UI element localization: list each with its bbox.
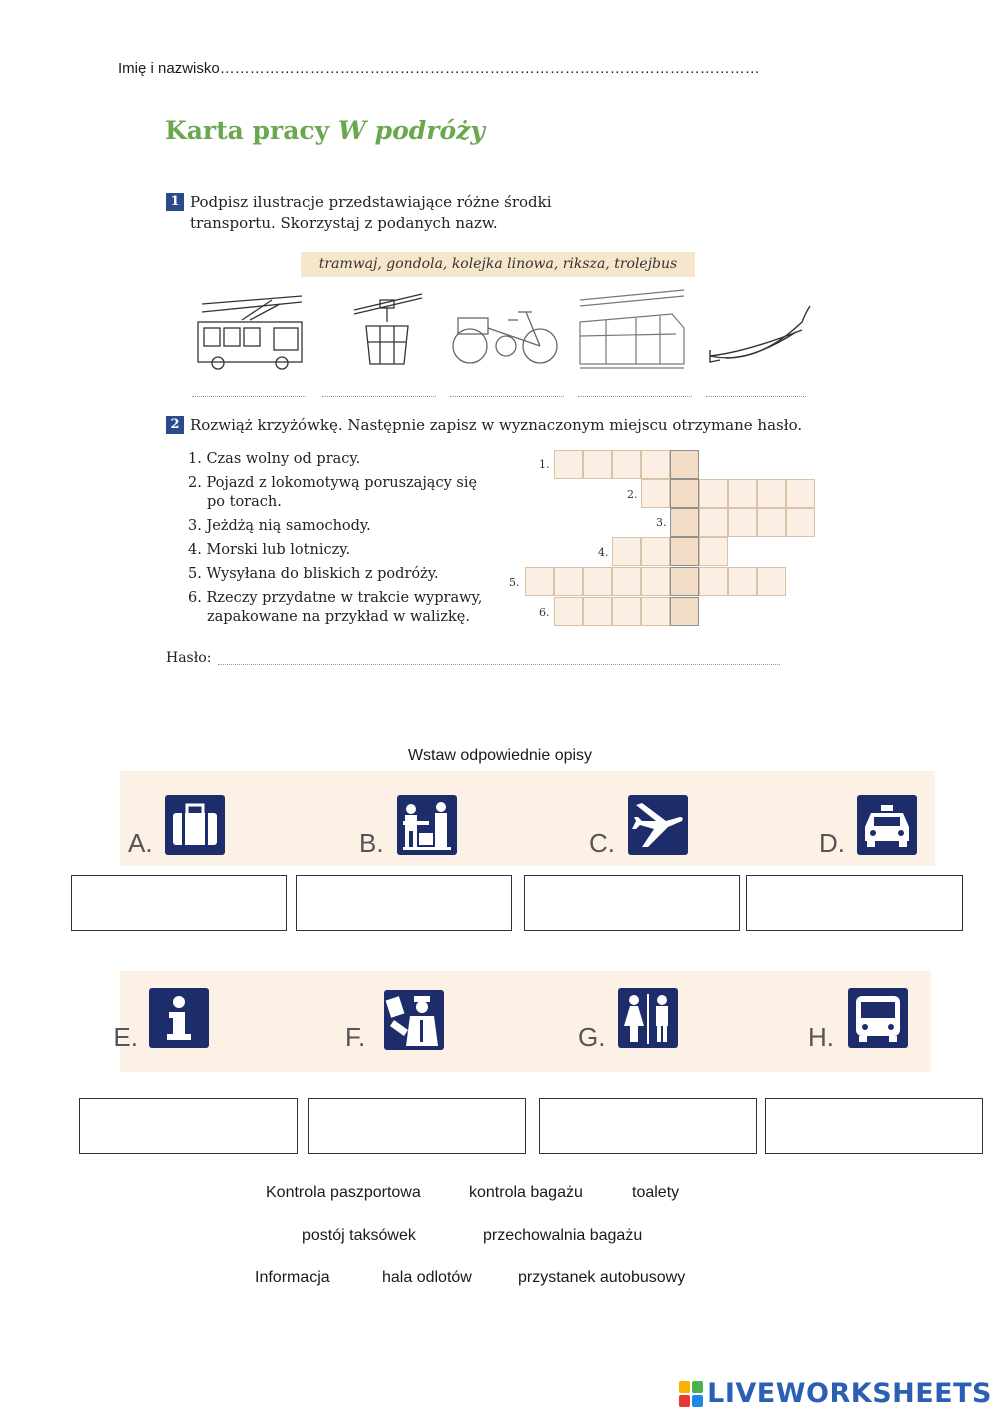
crossword-number-4: 4. [598, 546, 609, 559]
crossword-cell[interactable] [699, 479, 728, 508]
airplane-icon [628, 795, 688, 855]
crossword-cell[interactable] [728, 508, 757, 537]
crossword-key-cell[interactable] [670, 567, 699, 596]
bus-icon [848, 988, 908, 1048]
name-field-label: Imię i nazwisko……………………………………………………………………………………………… [118, 60, 760, 77]
information-icon [149, 988, 209, 1048]
password-label: Hasło: [166, 650, 212, 666]
answer-line-4[interactable] [578, 396, 692, 397]
logo-mark-icon [679, 1381, 703, 1407]
sign-letter-e: E. [113, 1022, 138, 1052]
crossword-number-2: 2. [627, 488, 638, 501]
option-przechowalnia-bagazu[interactable]: przechowalnia bagażu [483, 1227, 643, 1244]
suitcase-icon [165, 795, 225, 855]
crossword-cell[interactable] [583, 450, 612, 479]
clue-3: 3. Jeżdżą nią samochody. [188, 518, 371, 534]
exercise-2-number: 2 [166, 416, 184, 434]
answer-line-5[interactable] [706, 396, 806, 397]
crossword-cell[interactable] [699, 567, 728, 596]
crossword-cell[interactable] [699, 508, 728, 537]
clue-6-cont: zapakowane na przykład w walizkę. [207, 609, 470, 625]
clue-1: 1. Czas wolny od pracy. [188, 451, 361, 467]
crossword-key-cell[interactable] [670, 479, 699, 508]
toilets-icon [618, 988, 678, 1048]
crossword-cell[interactable] [786, 479, 815, 508]
crossword-cell[interactable] [641, 537, 670, 566]
clue-2-cont: po torach. [207, 494, 282, 510]
clue-5: 5. Wysyłana do bliskich z podróży. [188, 566, 439, 582]
taxi-icon [857, 795, 917, 855]
option-postoj-taksowek[interactable]: postój taksówek [302, 1227, 416, 1244]
crossword-key-cell[interactable] [670, 537, 699, 566]
word-bank: tramwaj, gondola, kolejka linowa, riksza, trolejbus [301, 252, 695, 277]
crossword-cell[interactable] [554, 597, 583, 626]
crossword-number-1: 1. [539, 458, 550, 471]
crossword-cell[interactable] [757, 479, 786, 508]
sign-letter-f: F. [345, 1022, 366, 1052]
crossword-cell[interactable] [728, 479, 757, 508]
gondola-icon [706, 302, 814, 370]
rickshaw-icon [448, 298, 564, 366]
answer-box-f[interactable] [308, 1098, 526, 1154]
exercise-1-line2: transportu. Skorzystaj z podanych nazw. [190, 214, 498, 232]
signs-band-1 [120, 771, 935, 866]
answer-line-3[interactable] [450, 396, 564, 397]
crossword-cell[interactable] [641, 450, 670, 479]
option-hala-odlotow[interactable]: hala odlotów [382, 1269, 472, 1286]
crossword-cell[interactable] [612, 450, 641, 479]
crossword-key-cell[interactable] [670, 450, 699, 479]
exercise-1-instruction [190, 192, 552, 234]
option-informacja[interactable]: Informacja [255, 1269, 330, 1286]
crossword-number-6: 6. [539, 606, 550, 619]
option-kontrola-bagazu[interactable]: kontrola bagażu [469, 1184, 583, 1201]
crossword-cell[interactable] [612, 567, 641, 596]
crossword-number-3: 3. [656, 516, 667, 529]
sign-letter-c: C. [589, 828, 615, 858]
answer-box-c[interactable] [524, 875, 740, 931]
answer-box-h[interactable] [765, 1098, 983, 1154]
exercise-1-line1: Podpisz ilustracje przedstawiające różne środki [190, 193, 552, 211]
liveworksheets-logo [679, 1378, 992, 1409]
worksheet-title [165, 116, 485, 145]
clue-6: 6. Rzeczy przydatne w trakcie wyprawy, [188, 590, 483, 606]
crossword-cell[interactable] [757, 567, 786, 596]
passport-control-icon [384, 990, 444, 1050]
sign-letter-a: A. [128, 828, 153, 858]
crossword-key-cell[interactable] [670, 597, 699, 626]
crossword-cell[interactable] [757, 508, 786, 537]
clue-2: 2. Pojazd z lokomotywą poruszający się [188, 475, 478, 491]
exercise-1-number: 1 [166, 193, 184, 211]
answer-line-2[interactable] [322, 396, 436, 397]
clue-4: 4. Morski lub lotniczy. [188, 542, 351, 558]
answer-box-a[interactable] [71, 875, 287, 931]
crossword-cell[interactable] [583, 597, 612, 626]
crossword-cell[interactable] [786, 508, 815, 537]
crossword-cell[interactable] [554, 450, 583, 479]
sign-letter-g: G. [578, 1022, 606, 1052]
answer-box-b[interactable] [296, 875, 512, 931]
sign-letter-h: H. [808, 1022, 834, 1052]
answer-box-d[interactable] [746, 875, 963, 931]
tram-icon [576, 288, 688, 370]
crossword-cell[interactable] [641, 479, 670, 508]
crossword-cell[interactable] [525, 567, 554, 596]
option-przystanek-autobusowy[interactable]: przystanek autobusowy [518, 1269, 686, 1286]
crossword-key-cell[interactable] [670, 508, 699, 537]
crossword-cell[interactable] [641, 597, 670, 626]
crossword-cell[interactable] [699, 537, 728, 566]
option-toalety[interactable]: toalety [632, 1184, 680, 1201]
trolleybus-icon [192, 292, 310, 372]
crossword-cell[interactable] [728, 567, 757, 596]
password-answer-line[interactable] [218, 664, 780, 665]
title-main: Karta pracy [165, 116, 338, 145]
crossword-cell[interactable] [612, 597, 641, 626]
section-instruction: Wstaw odpowiednie opisy [407, 747, 593, 764]
crossword-cell[interactable] [583, 567, 612, 596]
crossword-cell[interactable] [554, 567, 583, 596]
logo-text: LIVEWORKSHEETS [707, 1378, 992, 1409]
sign-letter-b: B. [359, 828, 384, 858]
crossword-number-5: 5. [509, 576, 520, 589]
answer-box-g[interactable] [539, 1098, 757, 1154]
crossword-cell[interactable] [612, 537, 641, 566]
cable-car-icon [352, 290, 424, 372]
answer-box-e[interactable] [79, 1098, 298, 1154]
sign-letter-d: D. [819, 828, 845, 858]
exercise-2-instruction: Rozwiąż krzyżówkę. Następnie zapisz w wyznaczonym miejscu otrzymane hasło. [190, 416, 803, 434]
answer-line-1[interactable] [192, 396, 306, 397]
option-kontrola-paszportowa[interactable]: Kontrola paszportowa [266, 1184, 421, 1201]
baggage-check-icon [397, 795, 457, 855]
crossword-cell[interactable] [641, 567, 670, 596]
title-italic: W podróży [337, 116, 485, 145]
